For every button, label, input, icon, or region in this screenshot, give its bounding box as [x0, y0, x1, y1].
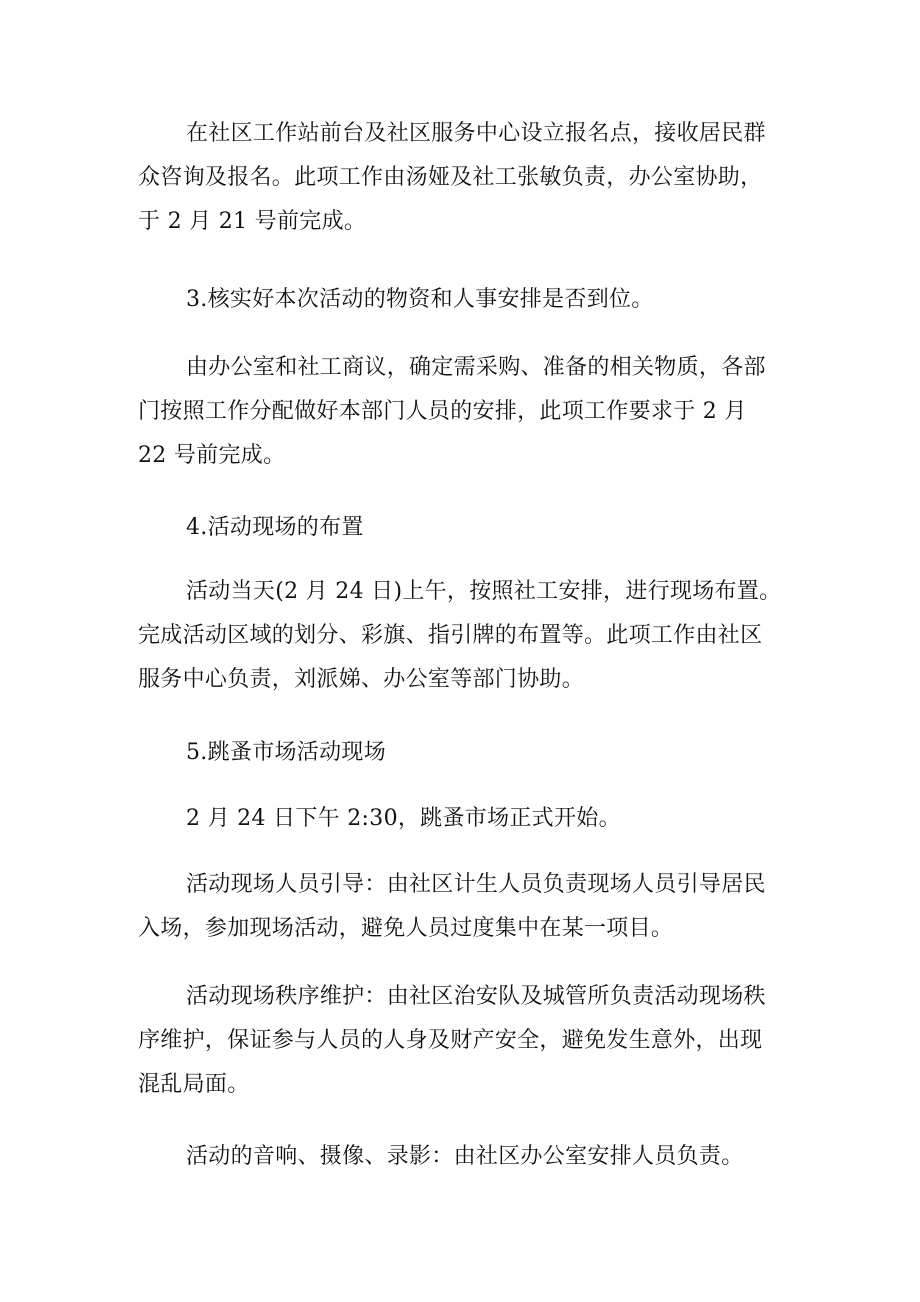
text-line: 众咨询及报名。此项工作由汤娅及社工张敏负责，办公室协助，: [138, 165, 763, 190]
text-line: 门按照工作分配做好本部门人员的安排，此项工作要求于 2 月: [138, 399, 747, 424]
text-line: 活动的音响、摄像、录影：由社区办公室安排人员负责。: [186, 1144, 744, 1169]
paragraph-order: [138, 975, 788, 1107]
text-line: 入场，参加现场活动，避免人员过度集中在某一项目。: [138, 916, 674, 941]
paragraph-av: [138, 1135, 788, 1179]
heading-text: 4.活动现场的布置: [186, 515, 364, 540]
text-line: 于 2 月 21 号前完成。: [138, 209, 367, 234]
heading-text: 5.跳蚤市场活动现场: [186, 740, 386, 765]
text-line: 混乱局面。: [138, 1072, 250, 1097]
paragraph-venue-setup: [138, 570, 788, 702]
text-line: 2 月 24 日下午 2:30，跳蚤市场正式开始。: [186, 806, 621, 831]
text-line: 完成活动区域的划分、彩旗、指引牌的布置等。此项工作由社区: [138, 623, 763, 648]
text-line: 活动现场人员引导：由社区计生人员负责现场人员引导居民: [186, 872, 766, 897]
paragraph-materials: [138, 346, 788, 478]
paragraph-registration: [138, 112, 788, 244]
text-line: 活动当天(2 月 24 日)上午，按照社工安排，进行现场布置。: [186, 579, 782, 604]
text-line: 活动现场秩序维护：由社区治安队及城管所负责活动现场秩: [186, 984, 766, 1009]
text-line: 服务中心负责，刘派娣、办公室等部门协助。: [138, 667, 585, 692]
text-line: 序维护，保证参与人员的人身及财产安全，避免发生意外，出现: [138, 1028, 763, 1053]
heading-item-4: [138, 506, 788, 550]
paragraph-start-time: [138, 797, 788, 841]
heading-text: 3.核实好本次活动的物资和人事安排是否到位。: [186, 287, 654, 312]
text-line: 由办公室和社工商议，确定需采购、准备的相关物质，各部: [186, 355, 766, 380]
heading-item-3: [138, 278, 788, 322]
text-line: 在社区工作站前台及社区服务中心设立报名点，接收居民群: [186, 121, 766, 146]
text-line: 22 号前完成。: [138, 443, 286, 468]
heading-item-5: [138, 731, 788, 775]
paragraph-guidance: [138, 863, 788, 951]
